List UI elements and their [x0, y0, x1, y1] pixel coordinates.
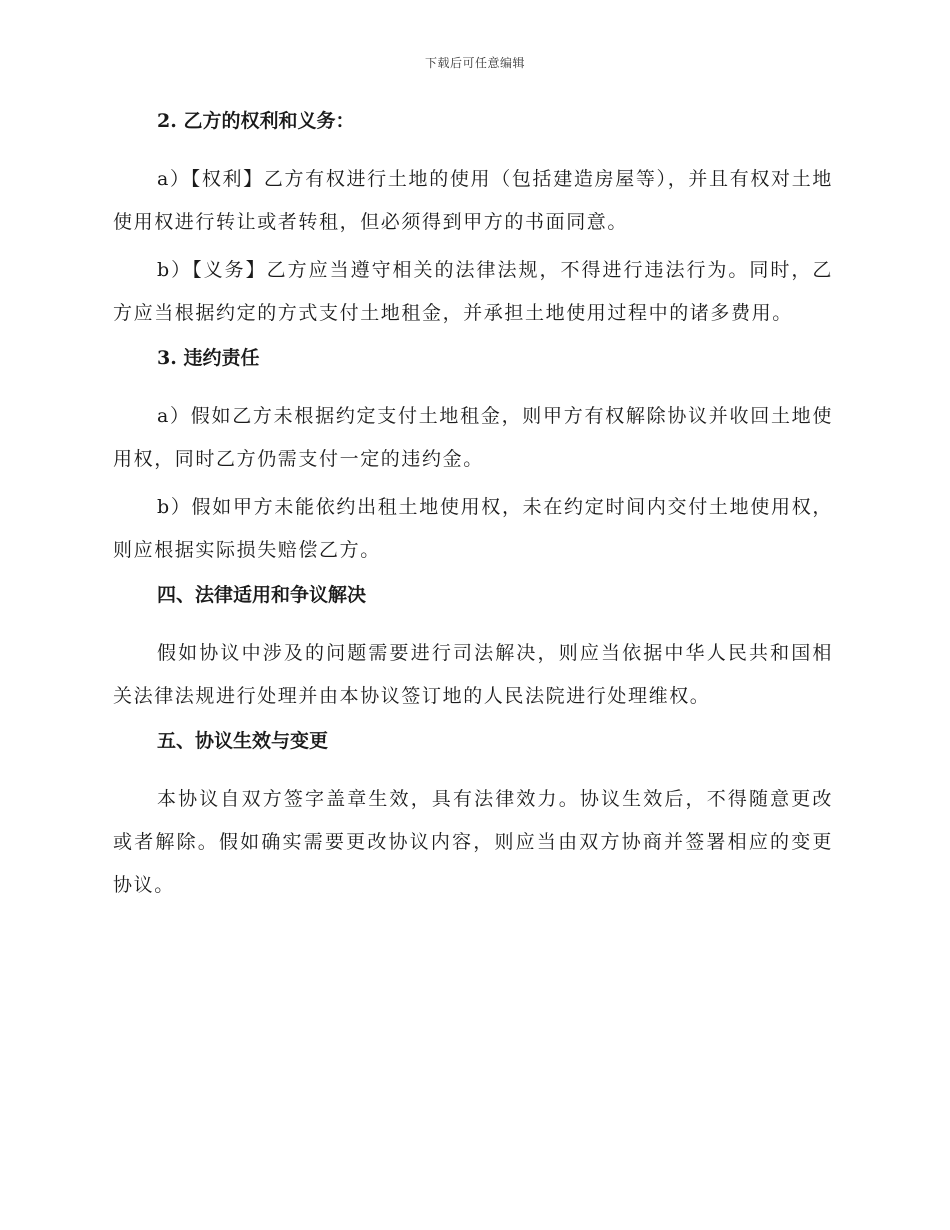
page-header: 下载后可任意编辑 — [424, 56, 525, 70]
paragraph-effect-change: 本协议自双方签字盖章生效，具有法律效力。协议生效后，不得随意更改或者解除。假如确实需要更改协议内容，则应当由双方协商并签署相应的变更协议。 — [113, 788, 833, 896]
section-heading-effect-change: 五、协议生效与变更 — [157, 730, 329, 752]
paragraph-law-disputes: 假如协议中涉及的问题需要进行司法解决，则应当依据中华人民共和国相关法律法规进行处理并由本协议签订地的人民法院进行处理维权。 — [113, 642, 833, 707]
paragraph-party-b-obligations: b）【义务】乙方应当遵守相关的法律法规，不得进行违法行为。同时，乙方应当根据约定的方式支付土地租金，并承担土地使用过程中的诸多费用。 — [113, 259, 833, 324]
paragraph-party-b-rights: a）【权利】乙方有权进行土地的使用（包括建造房屋等），并且有权对土地使用权进行转让或者转租，但必须得到甲方的书面同意。 — [113, 168, 833, 233]
section-heading-law-disputes: 四、法律适用和争议解决 — [157, 584, 367, 606]
paragraph-breach-party-a: b）假如甲方未能依约出租土地使用权，未在约定时间内交付土地使用权，则应根据实际损失赔偿乙方。 — [113, 496, 833, 561]
section-heading-party-b-rights: 2. 乙方的权利和义务： — [157, 110, 355, 132]
section-heading-breach-liability: 3. 违约责任 — [157, 347, 260, 369]
paragraph-breach-party-b: a）假如乙方未根据约定支付土地租金，则甲方有权解除协议并收回土地使用权，同时乙方仍需支付一定的违约金。 — [113, 405, 833, 470]
document-body — [113, 106, 833, 912]
